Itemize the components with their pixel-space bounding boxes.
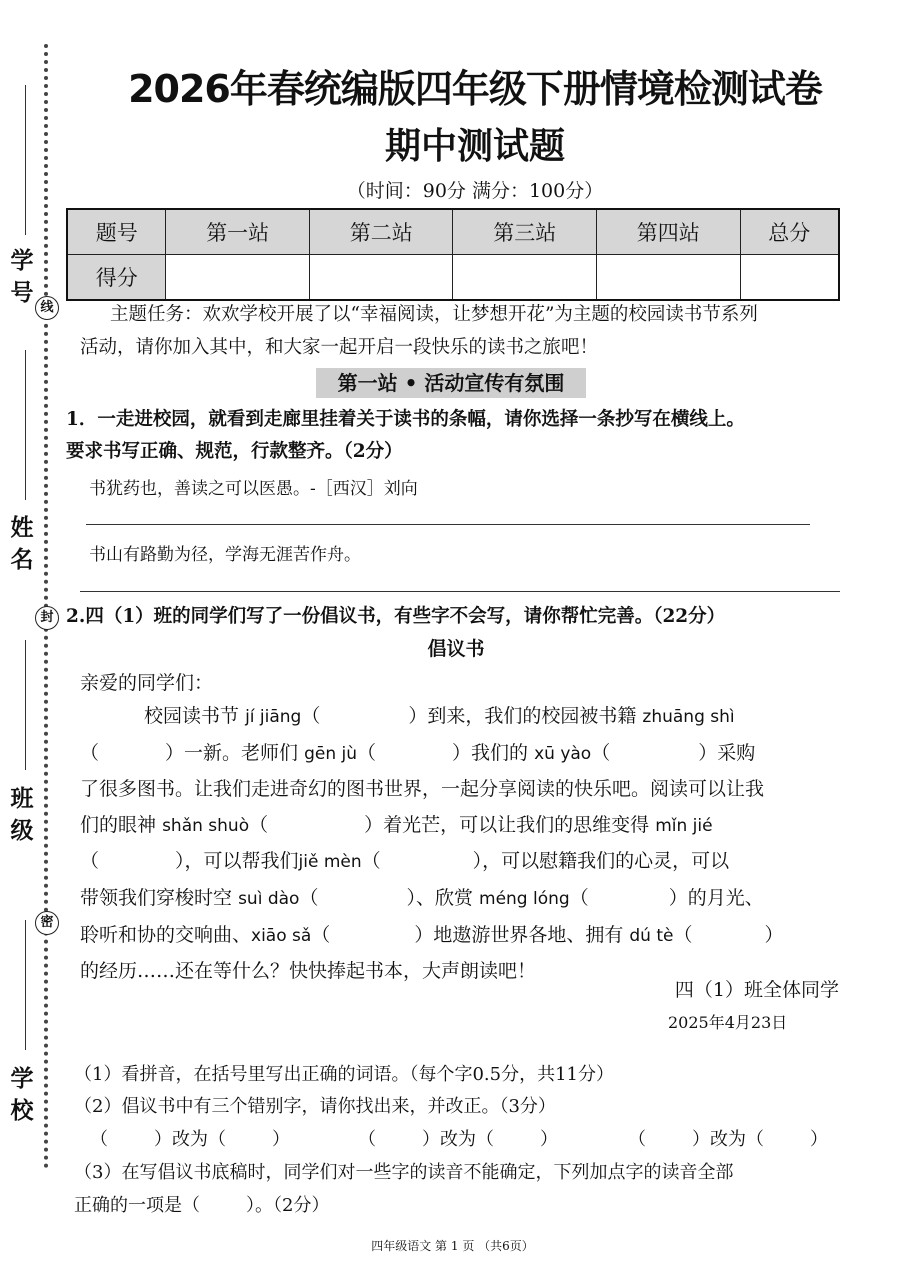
seal-seal-mark: 封	[35, 606, 59, 630]
letter-text: ）的月光、	[668, 886, 764, 909]
letter-text: 了很多图书。让我们走进奇幻的图书世界，一起分享阅读的快乐吧。阅读可以让我	[80, 778, 765, 801]
pinyin-hint: gēn jù	[304, 743, 358, 764]
page-subtitle: 期中测试题	[384, 126, 565, 167]
q1-prompt-line-1: 1．一走进校园，就看到走廊里挂着关于读书的条幅，请你选择一条抄写在横线上。	[66, 409, 745, 430]
sub-question-3-line-2	[74, 1190, 854, 1223]
letter-body: 校园读书节 jí jiāng（ ）到来，我们的校园被书籍 zhuāng shì （ ）一新。老师们 gēn jù（ ）我们的 xū yào（ ）采购 了很多图书。让我们走进奇幻的图书世界，一起分享阅读的快乐吧。阅读可以让我 们的眼神 shǎn shuò（ ）着光芒，可以让我们的思维变得 mǐn jié （ ），可以帮我们jiě mèn（ ），可以慰籍我们的心灵，可以 带领我们穿梭时空 suì dào（ ）、欣赏 méng lóng（ ）的月光、 聆听和协的交响曲、xiāo sǎ（ ）地遨游世界各地、拥有 dú tè（ ） 的经历……还在等什么？快快捧起书本，大声朗读吧！	[80, 699, 845, 990]
binding-write-line	[25, 350, 26, 500]
score-header-cell: 第二站	[309, 209, 453, 255]
binding-label-name: 姓名	[10, 515, 34, 573]
score-header-cell: 题号	[67, 209, 166, 255]
pinyin-hint: dú tè	[629, 925, 674, 946]
letter-title: 倡议书	[427, 638, 485, 660]
correction-label: 改为	[440, 1129, 476, 1150]
pinyin-hint: jí jiāng	[245, 707, 302, 727]
sub-question-3-text: 正确的一项是（	[74, 1195, 200, 1216]
score-header-cell: 第四站	[596, 209, 740, 255]
letter-text: ）着光芒，可以让我们的思维变得	[364, 813, 650, 836]
seal-secret-mark: 密	[35, 911, 59, 935]
score-row-label: 得分	[67, 255, 166, 301]
letter-text: ）、欣赏	[406, 886, 473, 909]
pinyin-hint: xū yào	[534, 743, 592, 764]
binding-label-school: 学校	[10, 1066, 34, 1124]
letter-text: ）我们的	[452, 741, 529, 764]
binding-write-line	[25, 920, 26, 1050]
letter-text: 们的眼神	[80, 813, 157, 836]
binding-write-line	[25, 640, 26, 770]
pinyin-hint: méng lóng	[479, 888, 570, 909]
pinyin-hint: zhuāng shì	[642, 707, 735, 727]
score-cell[interactable]	[453, 255, 597, 301]
q1-quote-2: 书山有路勤为径，学海无涯苦作舟。	[89, 545, 361, 565]
page-title: 2026年春统编版四年级下册情境检测试卷	[128, 67, 822, 111]
q2-prompt: 2.四（1）班的同学们写了一份倡议书，有些字不会写，请你帮忙完善。（22分）	[66, 606, 726, 627]
score-cell[interactable]	[166, 255, 310, 301]
letter-text: 聆听和协的交响曲、	[80, 923, 252, 946]
score-cell[interactable]	[740, 255, 839, 301]
correction-row: （ ）改为（ ） （ ）改为（ ） （ ）改为（ ）	[90, 1129, 828, 1150]
letter-greeting: 亲爱的同学们：	[80, 672, 214, 694]
letter-text: ）采购	[698, 741, 756, 764]
letter-text: ）一新。老师们	[165, 741, 299, 764]
letter-text: ）到来，我们的校园被书籍	[408, 705, 637, 727]
letter-text: ），可以慰籍我们的心灵，可以	[472, 850, 730, 873]
q1-prompt-line-2: 要求书写正确、规范，行款整齐。（2分）	[66, 441, 403, 462]
score-header-cell: 总分	[740, 209, 839, 255]
letter-text: ），可以帮我们	[175, 850, 299, 873]
letter-text: ）地遨游世界各地、拥有	[414, 923, 624, 946]
intro-line-1: 主题任务：欢欢学校开展了以“幸福阅读，让梦想开花”为主题的校园读书节系列	[110, 304, 758, 325]
sub-question-3-text: ）。（2分）	[246, 1195, 330, 1216]
station-1-heading: 第一站 • 活动宣传有氛围	[316, 368, 586, 398]
q1-answer-line[interactable]	[86, 524, 810, 525]
sub-question-1: （1）看拼音，在括号里写出正确的词语。（每个字0.5分，共11分）	[74, 1064, 614, 1085]
sub-question-2: （2）倡议书中有三个错别字，请你找出来，并改正。（3分）	[74, 1096, 556, 1117]
score-header-cell: 第三站	[453, 209, 597, 255]
score-table	[66, 208, 840, 301]
intro-line-2: 活动，请你加入其中，和大家一起开启一段快乐的读书之旅吧！	[80, 337, 599, 358]
binding-label-class: 班级	[10, 786, 34, 844]
score-cell[interactable]	[596, 255, 740, 301]
letter-text: 带领我们穿梭时空	[80, 886, 233, 909]
letter-text: 校园读书节	[144, 705, 240, 727]
score-header-cell: 第一站	[166, 209, 310, 255]
score-table-score-row	[67, 255, 839, 301]
score-cell[interactable]	[309, 255, 453, 301]
pinyin-hint: shǎn shuò	[162, 815, 250, 836]
correction-label: 改为	[710, 1129, 746, 1150]
binding-write-line	[25, 85, 26, 235]
q1-quote-1: 书犹药也，善读之可以医愚。-［西汉］刘向	[89, 479, 418, 499]
correction-label: 改为	[172, 1129, 208, 1150]
sub-question-3-line-1: （3）在写倡议书底稿时，同学们对一些字的读音不能确定，下列加点字的读音全部	[74, 1162, 734, 1183]
q1-answer-line[interactable]	[80, 591, 840, 592]
letter-text: 的经历……还在等什么？快快捧起书本，大声朗读吧！	[80, 960, 537, 983]
score-table-header-row	[67, 209, 839, 255]
binding-label-student-id: 学号	[10, 248, 34, 306]
pinyin-hint: jiě mèn	[298, 852, 362, 873]
letter-signature: 四（1）班全体同学	[674, 979, 839, 1001]
seal-line-mark: 线	[35, 296, 59, 320]
pinyin-hint: mǐn jié	[655, 815, 713, 836]
page-footer: 四年级语文 第 1 页 （共6页）	[371, 1239, 534, 1253]
pinyin-hint: suì dào	[238, 888, 300, 909]
letter-date: 2025年4月23日	[668, 1013, 788, 1032]
time-info: （时间：90分 满分：100分）	[346, 180, 604, 202]
pinyin-hint: xiāo sǎ	[251, 925, 312, 946]
